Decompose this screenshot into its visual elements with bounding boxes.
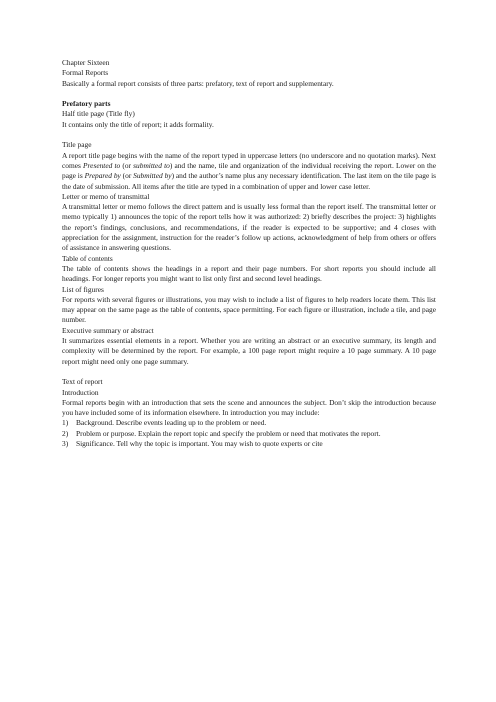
text-run: (or <box>120 160 134 170</box>
transmittal-heading: Letter or memo of transmittal <box>62 191 150 201</box>
text-run: (or <box>120 171 134 181</box>
list-item <box>62 429 436 439</box>
figures-body: For reports with several figures or illustrations, you may wish to include a list of figures to help readers locate them. This list may appear on the same page as the table of contents, space permitting. For each figure or illustration, include a tile, and page number. <box>62 294 436 325</box>
emphasis: Presented to <box>83 160 121 170</box>
figures-heading: List of figures <box>62 284 104 294</box>
list-number: 3) <box>62 438 69 448</box>
spacer <box>62 367 436 377</box>
list-text: Significance. Tell why the topic is important. You may wish to quote experts or cite <box>76 438 323 448</box>
summary-heading: Executive summary or abstract <box>62 325 154 335</box>
document-title: Formal Reports <box>62 68 109 78</box>
introduction-body: Formal reports begin with an introduction that sets the scene and announces the subject. Don’t skip the introduction because you have included some of its information elsewhere. In introduction you may include: <box>62 397 436 418</box>
intro-paragraph: Basically a formal report consists of three parts: prefatory, text of report and supplementary. <box>62 78 334 88</box>
half-title-body: It contains only the title of report; it adds formality. <box>62 119 214 129</box>
transmittal-body: A transmittal letter or memo follows the direct pattern and is usually less formal than the report itself. The transmittal letter or memo typically 1) announces the topic of the report tells how it was authorized: 2) briefly describes the project: 3) highlights the report’s findings, conclusions, and recommendations, if the reader is expected to be supportive; and 4 closes with appreciation for the assignment, instruction for the reader’s follow up actions, acknowledgment of help from others or offers of assistance in answering questions. <box>62 202 436 253</box>
document-page <box>62 58 436 449</box>
spacer <box>62 89 436 99</box>
title-page-heading: Title page <box>62 140 92 150</box>
introduction-heading: Introduction <box>62 387 99 397</box>
list-number: 2) <box>62 428 69 438</box>
list-item <box>62 418 436 428</box>
list-number: 1) <box>62 418 69 428</box>
text-run: A report title page begins with the name of the report typed in uppercase letters (no underscore and no quotation marks). Next comes <box>62 150 436 170</box>
list-item <box>62 439 436 449</box>
prefatory-heading: Prefatory parts <box>62 99 111 109</box>
half-title-heading: Half title page (Title fly) <box>62 109 135 119</box>
text-run: ) and the name, tile and organization of the individual receiving the report. Lower on the page is <box>62 160 436 181</box>
text-of-report-heading: Text of report <box>62 377 103 387</box>
toc-heading: Table of contents <box>62 253 113 263</box>
list-text: Problem or purpose. Explain the report topic and specify the problem or need that motivates the report. <box>76 428 381 438</box>
title-page-body <box>62 151 436 192</box>
list-text: Background. Describe events leading up to the problem or need. <box>76 418 267 428</box>
emphasis: submitted to <box>133 160 170 170</box>
text-run: ) and the author’s name plus any necessary identification. The last item on the tile page is the date of submission. All items after the title are typed in a combination of upper and lower case letter. <box>62 171 437 191</box>
summary-body: It summarizes essential elements in a report. Whether you are writing an abstract or an executive summary, its length and complexity will be determined by the report. For example, a 100 page report might require a 10 page summary. A 10 page report might need only one page summary. <box>62 336 436 366</box>
chapter-title: Chapter Sixteen <box>62 58 110 67</box>
emphasis: Prepared by <box>84 171 121 181</box>
spacer <box>62 130 436 140</box>
toc-body: The table of contents shows the headings in a report and their page numbers. For short reports you should include all headings. For longer reports you might want to list only first and second level headings. <box>62 263 436 284</box>
emphasis: Submitted by <box>133 171 172 181</box>
